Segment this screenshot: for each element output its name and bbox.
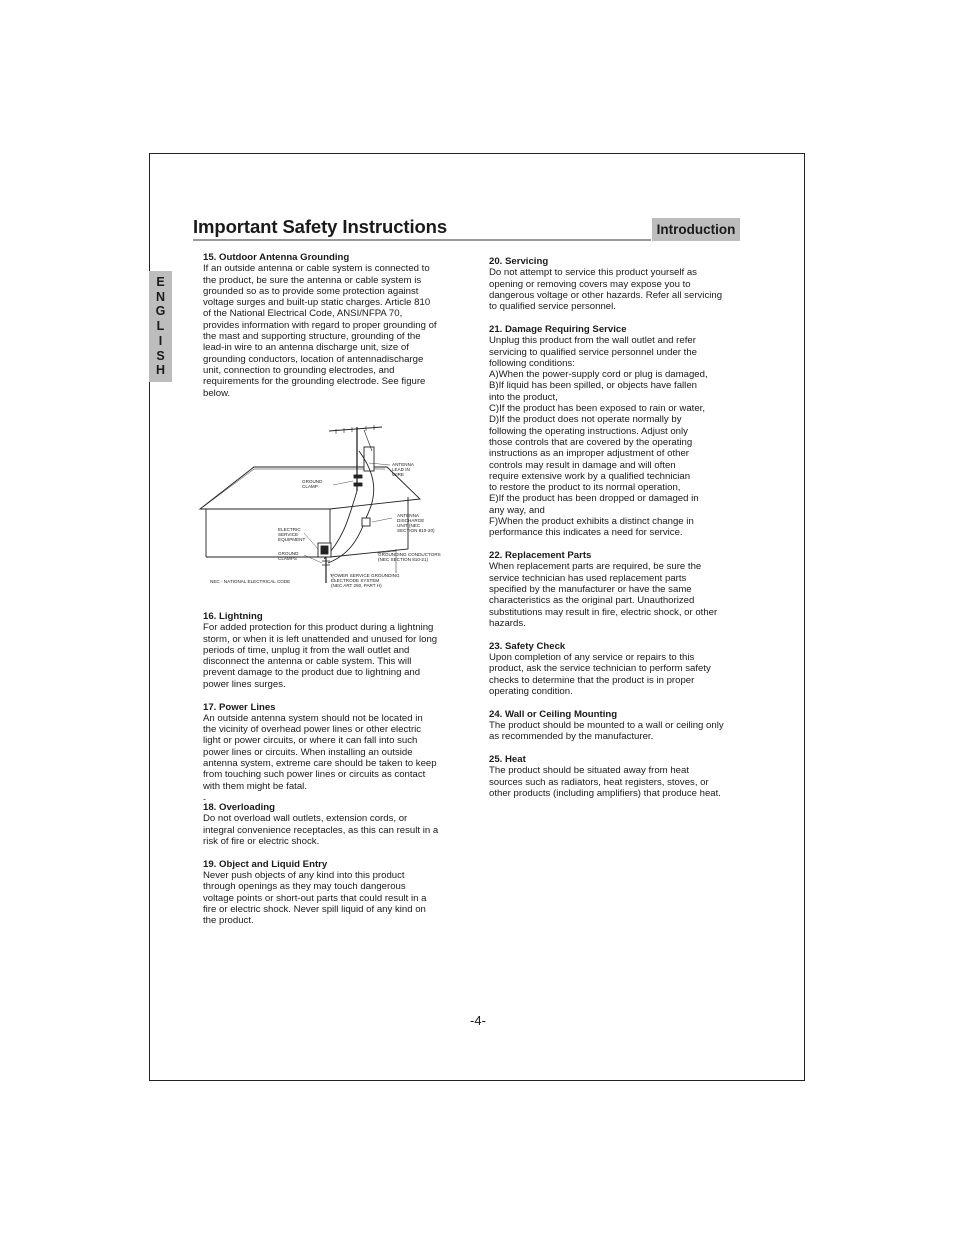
left-column-bottom [203, 802, 455, 926]
section-object-liquid-entry [203, 859, 455, 927]
section-safety-check [489, 641, 741, 697]
section-body: For added protection for this product during a lightning storm, or when it is left unattended and unused for long periods of time, unplug it from the wall outlet and disconnect the antenna or cable system. This will prevent damage to the product due to lightning and power lines surges. [203, 622, 438, 690]
section-heading: 21. Damage Requiring Service [489, 323, 627, 335]
language-letter: L [156, 319, 165, 334]
antenna-grounding-diagram [196, 421, 458, 593]
label-grounding-conductors: (NEC SECTION 810-21) [378, 557, 429, 562]
section-wall-ceiling-mounting [489, 709, 741, 743]
page-number: -4- [470, 1013, 486, 1028]
section-heading: 22. Replacement Parts [489, 550, 592, 562]
section-body: Unplug this product from the wall outlet and refer servicing to qualified service personnel under the following conditions: A)When the power-supply cord or plug is damaged, B)If liquid has been spilled, or objects have fallen into the product, C)If the product has been exposed to rain or water, D)If the product does not operate normally by following the operating instructions. Adjust only those controls that are covered by the operating instructions as an improper adjustment of other controls may result in damage and will often require extensive work by a qualified technician to restore the product to its normal operation, E)If the product has been dropped or damaged in any way, and F)When the product exhibits a distinct change in performance this indicates a need for service. [489, 335, 708, 539]
label-electric-service: ELECTRIC [278, 527, 301, 532]
section-body: Do not attempt to service this product yourself as opening or removing covers may expose you to dangerous voltage or other hazards. Refer all servicing to qualified service personnel. [489, 267, 723, 313]
section-outdoor-antenna-grounding [203, 252, 455, 399]
section-power-lines [203, 702, 455, 792]
right-column [489, 256, 741, 799]
label-discharge-unit: UNIT (NEC [397, 523, 421, 528]
section-heading: 23. Safety Check [489, 640, 566, 652]
section-body: Do not overload wall outlets, extension cords, or integral convenience receptacles, as this can result in a risk of fire or electric shock. [203, 813, 439, 847]
label-antenna-lead-in: LEAD IN [392, 467, 410, 472]
label-ground-clamp: CLAMP [302, 484, 318, 489]
section-heading: 19. Object and Liquid Entry [203, 858, 328, 870]
label-nec: NEC - NATIONAL ELECTRICAL CODE [210, 579, 291, 584]
section-heading: 25. Heat [489, 754, 526, 766]
section-body: The product should be mounted to a wall or ceiling only as recommended by the manufacturer. [489, 719, 724, 743]
language-letter: N [155, 289, 166, 304]
label-antenna-lead-in: WIRE [392, 472, 404, 477]
section-heat [489, 754, 741, 799]
label-electric-service: EQUIPMENT [278, 537, 306, 542]
section-heading: 20. Servicing [489, 256, 549, 267]
section-servicing [489, 256, 741, 312]
label-antenna-lead-in: ANTENNA [392, 462, 414, 467]
section-body: The product should be situated away from heat sources such as radiators, heat registers, stoves, or other products (including amplifiers) that produce heat. [489, 765, 721, 799]
section-heading: 24. Wall or Ceiling Mounting [489, 708, 618, 720]
language-tab-english [149, 271, 172, 382]
label-electric-service: SERVICE [278, 532, 299, 537]
section-heading: 18. Overloading [203, 802, 275, 813]
label-discharge-unit: DISCHARGE [397, 518, 425, 523]
label-ground-clamp: GROUND [302, 479, 323, 484]
section-replacement-parts [489, 550, 741, 629]
language-letter: E [156, 274, 165, 289]
section-damage-requiring-service [489, 324, 741, 539]
section-overloading [203, 802, 455, 847]
section-heading: 16. Lightning [203, 611, 263, 622]
label-discharge-unit: ANTENNA [397, 513, 419, 518]
label-ground-clamps: CLAMPS [278, 556, 297, 561]
left-column [203, 252, 455, 399]
section-body: Never push objects of any kind into this product through openings as they may touch dangerous voltage points or short-out parts that could result in a fire or electric shock. Never spill liquid of any kind on the product. [203, 869, 427, 927]
language-letter: I [158, 333, 163, 348]
label-power-service: (NEC ART 250, PART H) [331, 583, 382, 588]
label-power-service: ELECTRODE SYSTEM [331, 578, 380, 583]
left-column-lower [203, 611, 455, 792]
section-lightning [203, 611, 455, 690]
section-tab-introduction: Introduction [652, 218, 740, 241]
section-body: An outside antenna system should not be located in the vicinity of overhead power lines or other electric light or power circuits, or where it can fall into such power lines or circuits. When installing an outside antenna system, extreme care should be taken to keep from touching such power lines or circuits as contact with them might be fatal. [203, 712, 437, 792]
page-title: Important Safety Instructions [193, 216, 448, 237]
language-letter: G [155, 304, 166, 319]
section-body: When replacement parts are required, be sure the service technician has used replacement parts specified by the manufacturer or have the same characteristics as the original part. Unauthorized substitutions may result in fire, electric shock, or other hazards. [489, 561, 718, 629]
label-power-service: POWER SERVICE GROUNDING [331, 573, 400, 578]
section-body: If an outside antenna or cable system is connected to the product, be sure the antenna or cable system is grounded so as to provide some protection against voltage surges and built-up static charges. Article 810 of the National Electrical Code, ANSI/NFPA 70, provides information with regard to proper grounding of the mast and supporting structure, grounding of the lead-in wire to an antenna discharge unit, size of grounding conductors, location of antennadischarge unit, connection to grounding electrodes, and requirements for the grounding electrode. See figure below. [203, 263, 437, 399]
section-heading: 17. Power Lines [203, 701, 276, 713]
section-body: Upon completion of any service or repairs to this product, ask the service technician to perform safety checks to determine that the product is in proper operating condition. [489, 652, 711, 697]
section-heading: 15. Outdoor Antenna Grounding [203, 252, 350, 263]
label-discharge-unit: SECTION 810-20) [397, 528, 435, 533]
language-letter: H [155, 363, 166, 378]
language-letter: S [156, 348, 165, 363]
label-ground-clamps: GROUND [278, 551, 299, 556]
label-grounding-conductors: GROUNDING CONDUCTORS [378, 552, 441, 557]
title-underline [193, 239, 651, 241]
stray-dash: - [203, 794, 206, 804]
